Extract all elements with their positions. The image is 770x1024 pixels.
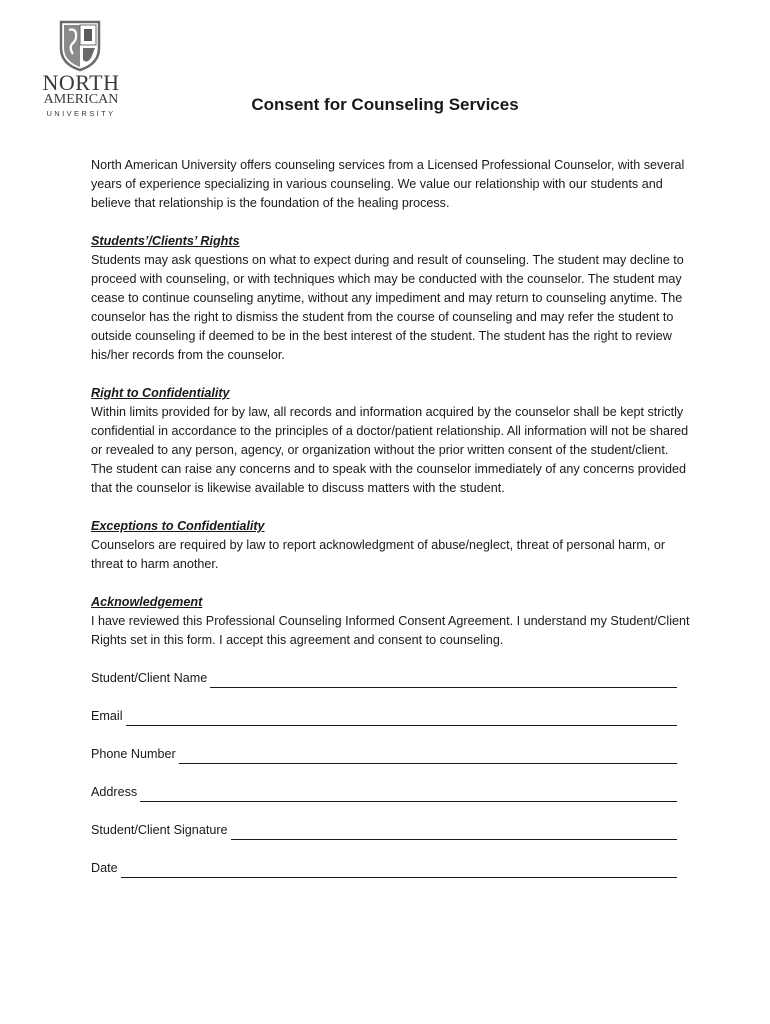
section-body: I have reviewed this Professional Counseling Informed Consent Agreement. I understand my Student/Client Rights set in this form. I accept this agreement and consent to counseling. xyxy=(91,614,690,647)
address-input-line[interactable] xyxy=(140,786,677,802)
page-title: Consent for Counseling Services xyxy=(251,95,519,114)
date-input-line[interactable] xyxy=(121,862,677,878)
section-confidentiality xyxy=(91,384,691,498)
field-phone xyxy=(91,745,677,764)
signature-fields xyxy=(91,669,691,878)
student-name-input-line[interactable] xyxy=(210,672,677,688)
field-email xyxy=(91,707,677,726)
intro-paragraph: North American University offers counseling services from a Licensed Professional Counselor, with several years of experience specializing in various counseling. We value our relationship with our students and believe that relationship is the foundation of the healing process. xyxy=(91,158,685,210)
section-body: Counselors are required by law to report acknowledgment of abuse/neglect, threat of personal harm, or threat to harm another. xyxy=(91,538,666,571)
field-label: Address xyxy=(91,785,138,799)
field-label: Student/Client Signature xyxy=(91,823,228,837)
section-heading: Right to Confidentiality xyxy=(91,386,230,400)
section-body: Within limits provided for by law, all records and information acquired by the counselor shall be kept strictly confidential in accordance to the principles of a doctor/patient relationship. All information will not be shared or revealed to any person, agency, or organization without the prior written consent of the student/client. The student can raise any concerns and to speak with the counselor immediately of any concerns provided that the counselor is likewise available to discuss matters with the student. xyxy=(91,405,689,495)
field-label: Student/Client Name xyxy=(91,671,208,685)
logo-text-university: UNIVERSITY xyxy=(46,109,116,118)
document-body xyxy=(91,156,691,897)
section-heading: Exceptions to Confidentiality xyxy=(91,519,265,533)
field-address xyxy=(91,783,677,802)
field-label: Phone Number xyxy=(91,747,176,761)
section-body: Students may ask questions on what to expect during and result of counseling. The student may decline to proceed with counseling, or with techniques which may be conducted with the counselor. The student may cease to continue counseling anytime, without any impediment and may return to counseling anytime. The counselor has the right to dismiss the student from the course of counseling and may refer the student to outside counseling if deemed to be in the best interest of the student. The student has the right to review his/her records from the counselor. xyxy=(91,253,684,362)
section-acknowledgement xyxy=(91,593,691,650)
section-heading: Students’/Clients’ Rights xyxy=(91,234,240,248)
section-exceptions xyxy=(91,517,691,574)
phone-input-line[interactable] xyxy=(179,748,677,764)
crest-icon xyxy=(57,18,103,72)
field-signature xyxy=(91,821,677,840)
email-input-line[interactable] xyxy=(126,710,678,726)
field-date xyxy=(91,859,677,878)
field-label: Email xyxy=(91,709,123,723)
logo-text-american: AMERICAN xyxy=(43,92,119,107)
section-heading: Acknowledgement xyxy=(91,595,203,609)
field-label: Date xyxy=(91,861,118,875)
field-student-name xyxy=(91,669,677,688)
section-rights xyxy=(91,232,691,365)
logo-text-north: NORTH xyxy=(42,70,120,95)
signature-input-line[interactable] xyxy=(231,824,677,840)
